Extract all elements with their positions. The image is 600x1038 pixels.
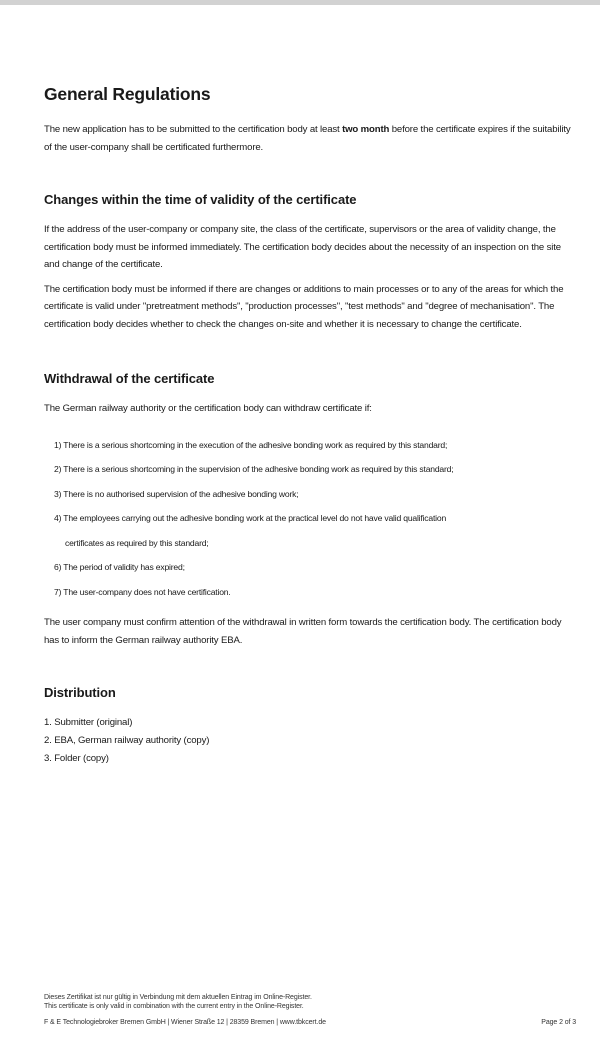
footer-line	[44, 1019, 574, 1029]
changes-paragraph-1: If the address of the user-company or company site, the class of the certificate, supervisors or the area of validity change, the certification body must be informed immediately. The certification body decides about the necessity of an inspection on the site and change of the certificate.	[44, 224, 561, 270]
list-item: 6) The period of validity has expired;	[54, 562, 185, 572]
list-item: 4) The employees carrying out the adhesive bonding work at the practical level do not have valid qualification	[54, 513, 447, 523]
footer-note-english: This certificate is only valid in combination with the current entry in the Online-Register.	[44, 1002, 304, 1010]
top-border	[0, 0, 600, 5]
footer-address: F & E Technologiebroker Bremen GmbH | Wiener Straße 12 | 28359 Bremen | www.tbkcert.de	[44, 1019, 326, 1026]
general-text-bold: two month	[342, 124, 390, 135]
general-text-after: before the certificate expires if the suitability of the user-company shall be certificated furthermore.	[44, 124, 571, 153]
withdrawal-intro: The German railway authority or the certification body can withdraw certificate if:	[44, 403, 372, 414]
list-item: 2. EBA, German railway authority (copy)	[44, 735, 210, 746]
distribution-list	[44, 714, 574, 768]
withdrawal-section	[44, 371, 574, 649]
withdrawal-heading: Withdrawal of the certificate	[44, 371, 215, 386]
distribution-section	[44, 685, 574, 768]
distribution-heading: Distribution	[44, 685, 116, 700]
withdrawal-closing-paragraph: The user company must confirm attention of the withdrawal in written form towards the certification body. The certification body has to inform the German railway authority EBA.	[44, 617, 562, 646]
list-item: 3. Folder (copy)	[44, 753, 109, 764]
list-item: 7) The user-company does not have certification.	[54, 586, 231, 597]
page-number: Page 2 of 3	[541, 1019, 576, 1026]
list-item-continuation-text: certificates as required by this standard;	[65, 537, 209, 548]
list-item: 2) There is a serious shortcoming in the supervision of the adhesive bonding work as required by this standard;	[54, 464, 454, 474]
changes-paragraph-2: The certification body must be informed if there are changes or additions to main processes or to any of the areas for which the certificate is valid under "pretreatment methods", "production processes", "test methods" and "degree of mechanisation". The certification body decides whether to check the changes on-site and whether it is necessary to change the certificate.	[44, 283, 564, 330]
document-page	[44, 84, 574, 768]
general-text-before: The new application has to be submitted to the certification body at least	[44, 124, 343, 135]
page-footer	[44, 994, 574, 1029]
changes-section	[44, 192, 574, 333]
list-item: 1. Submitter (original)	[44, 717, 133, 728]
withdrawal-conditions-list	[54, 433, 574, 605]
footer-note-german: Dieses Zertifikat ist nur gültig in Verbindung mit dem aktuellen Eintrag im Online-Register.	[44, 994, 312, 1001]
general-regulations-heading: General Regulations	[44, 84, 211, 104]
list-item: 1) There is a serious shortcoming in the execution of the adhesive bonding work as required by this standard;	[54, 439, 448, 450]
general-regulations-paragraph	[44, 121, 574, 156]
changes-heading: Changes within the time of validity of the certificate	[44, 192, 357, 207]
list-item: 3) There is no authorised supervision of the adhesive bonding work;	[54, 488, 299, 499]
list-item-continuation	[54, 531, 574, 556]
general-regulations-section	[44, 84, 574, 156]
